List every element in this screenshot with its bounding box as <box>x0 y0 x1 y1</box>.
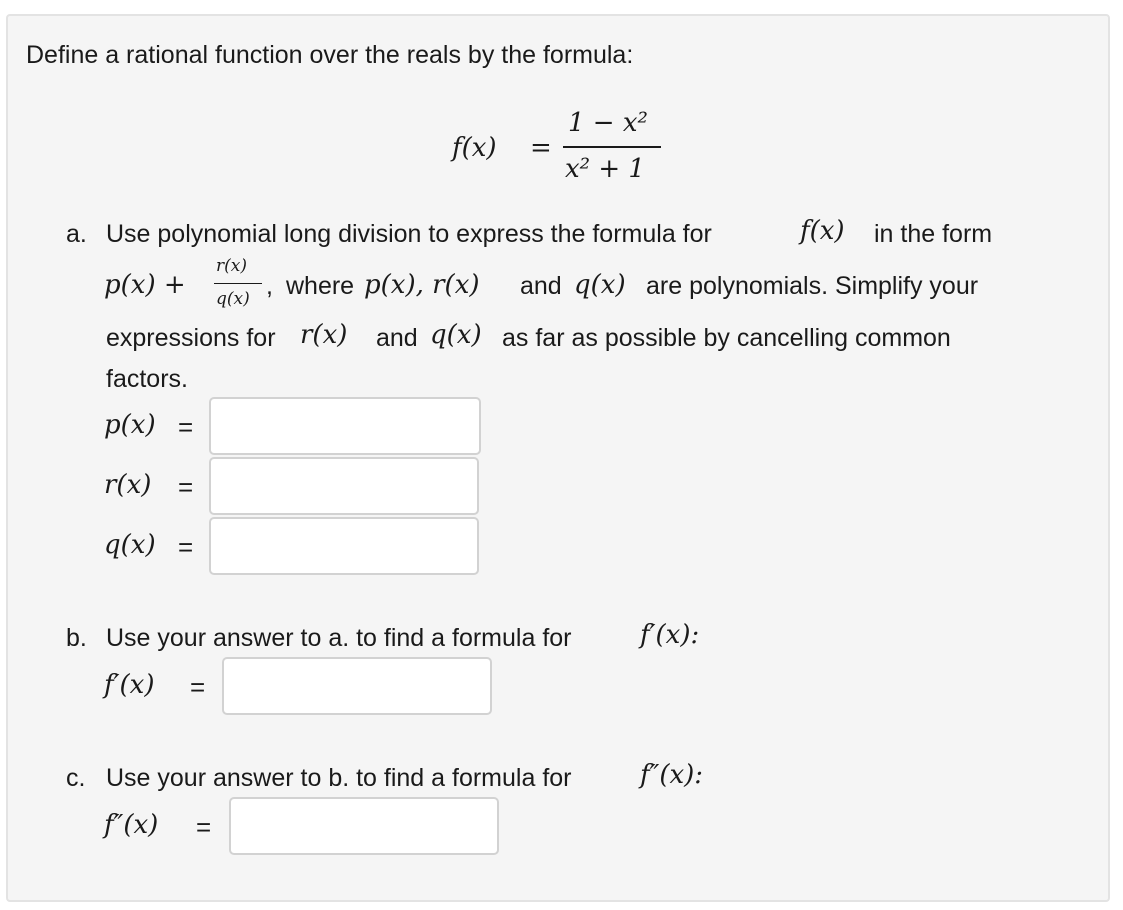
part-a-line3-tail: as far as possible by cancelling common <box>502 324 951 352</box>
part-a-line1-text: Use polynomial long division to express the formula for <box>106 220 712 248</box>
part-a-line2-q: q(x) <box>574 270 626 300</box>
part-a-line4-text: factors. <box>106 365 188 393</box>
part-c-text: Use your answer to b. to find a formula for <box>106 764 572 792</box>
part-b-math: f′(x): <box>640 620 700 650</box>
formula-numerator: 1 − x² <box>568 108 648 138</box>
fprime-answer-input[interactable] <box>224 659 490 713</box>
r-field-label: r(x) <box>104 470 152 500</box>
p-field-equals: = <box>178 412 194 442</box>
part-a-line3-and: and <box>376 324 418 352</box>
part-a-line1-math: f(x) <box>800 216 845 246</box>
q-answer-input[interactable] <box>211 519 477 573</box>
fdoubleprime-field-label: f″(x) <box>104 810 159 840</box>
part-a-inline-frac-den: q(x) <box>216 289 250 309</box>
part-a-line2-where: where <box>286 272 355 300</box>
part-a-line2-comma: , <box>266 272 273 300</box>
part-a-line3-q: q(x) <box>430 320 482 350</box>
fprime-field-equals: = <box>190 672 206 702</box>
q-field-equals: = <box>178 532 194 562</box>
fdoubleprime-field-equals: = <box>196 812 212 842</box>
part-a-line3-text: expressions for <box>106 324 276 352</box>
part-a-inline-frac-bar <box>214 283 262 284</box>
formula-denominator: x² + 1 <box>565 154 645 184</box>
part-c-marker: c. <box>66 764 86 792</box>
part-a-line2-tail: are polynomials. Simplify your <box>646 272 979 300</box>
part-c-math: f″(x): <box>640 760 704 790</box>
r-field-equals: = <box>178 472 194 502</box>
part-a-line3-r: r(x) <box>300 320 348 350</box>
p-answer-box <box>209 397 481 455</box>
p-answer-input[interactable] <box>211 399 479 453</box>
fprime-answer-box <box>222 657 492 715</box>
q-answer-box <box>209 517 479 575</box>
part-a-marker: a. <box>66 220 87 248</box>
r-answer-input[interactable] <box>211 459 477 513</box>
p-field-label: p(x) <box>104 410 156 440</box>
part-a-line2-and: and <box>520 272 562 300</box>
part-a-line2-px: p(x) + <box>104 270 186 300</box>
fdoubleprime-answer-box <box>229 797 499 855</box>
fprime-field-label: f′(x) <box>104 670 155 700</box>
intro-text: Define a rational function over the reals by the formula: <box>26 41 634 69</box>
formula-equals: = <box>530 133 552 163</box>
part-a-line1-tail: in the form <box>874 220 993 248</box>
part-b-marker: b. <box>66 624 87 652</box>
part-a-line2-list: p(x), r(x) <box>364 270 480 300</box>
q-field-label: q(x) <box>104 530 156 560</box>
fdoubleprime-answer-input[interactable] <box>231 799 497 853</box>
part-a-inline-frac-num: r(x) <box>216 256 247 276</box>
formula-lhs: f(x) <box>452 133 497 163</box>
r-answer-box <box>209 457 479 515</box>
formula-fraction-bar <box>563 146 661 148</box>
part-b-text: Use your answer to a. to find a formula for <box>106 624 572 652</box>
